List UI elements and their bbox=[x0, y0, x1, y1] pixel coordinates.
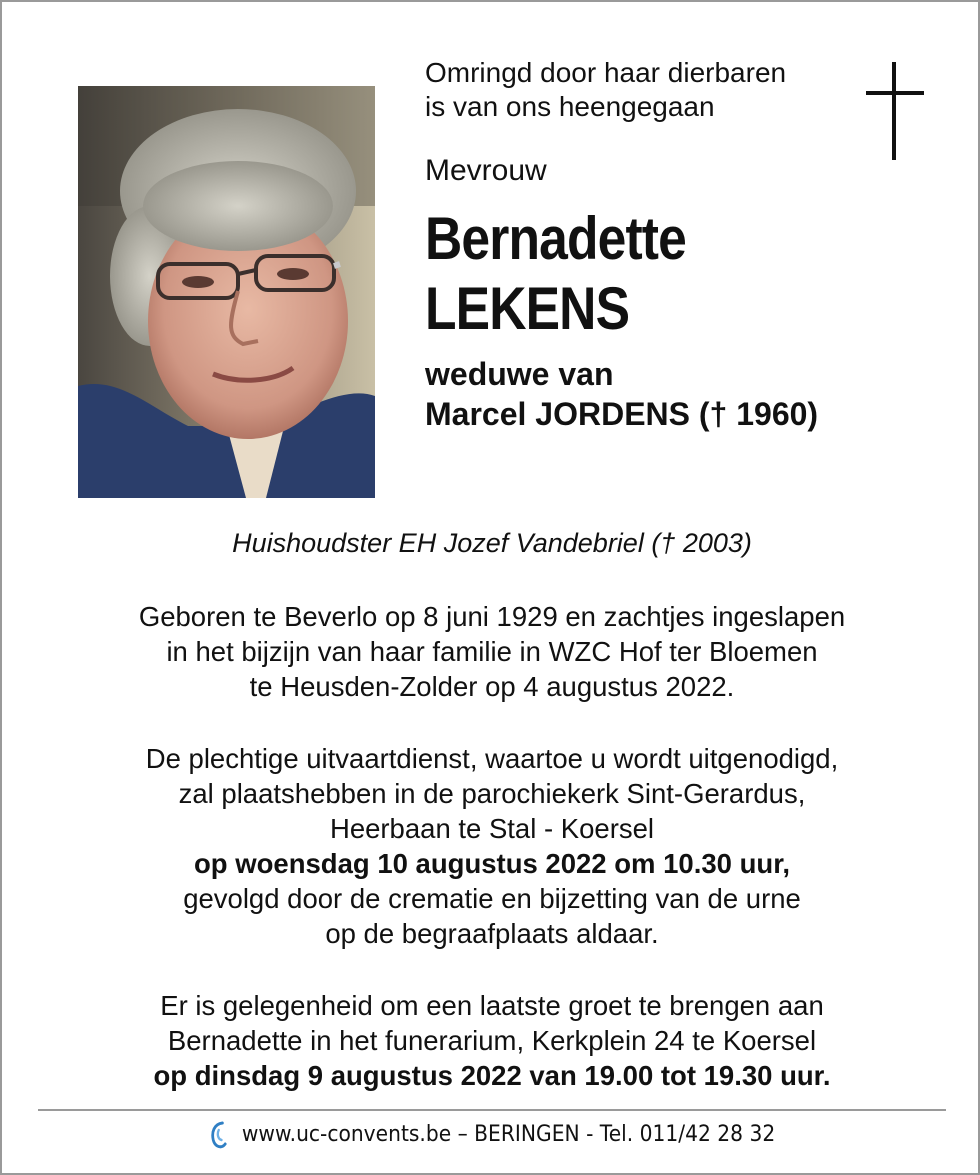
last-name: LEKENS bbox=[425, 275, 630, 342]
visitation-datetime: op dinsdag 9 augustus 2022 van 19.00 tot 19.30 uur. bbox=[153, 1060, 831, 1091]
latin-cross-icon bbox=[866, 62, 924, 160]
visitation-paragraph bbox=[2, 988, 980, 1093]
footer-separator: – bbox=[451, 1122, 475, 1147]
birth-death-line: te Heusden-Zolder op 4 augustus 2022. bbox=[249, 671, 735, 702]
deceased-name bbox=[425, 204, 795, 344]
first-name: Bernadette bbox=[425, 205, 686, 272]
funeral-line: op de begraafplaats aldaar. bbox=[325, 918, 659, 949]
spouse-label: weduwe van bbox=[425, 356, 614, 392]
occupation-line: Huishoudster EH Jozef Vandebriel († 2003) bbox=[232, 528, 752, 558]
spouse-name: Marcel JORDENS († 1960) bbox=[425, 396, 819, 432]
funeral-datetime: op woensdag 10 augustus 2022 om 10.30 uur, bbox=[193, 848, 791, 879]
birth-death-paragraph bbox=[2, 599, 980, 704]
portrait-photo bbox=[78, 86, 375, 498]
footer-divider bbox=[38, 1109, 946, 1111]
header-block bbox=[425, 56, 855, 434]
funeral-datetime-line bbox=[2, 846, 980, 881]
honorific-title: Mevrouw bbox=[425, 154, 547, 187]
funeral-line: Heerbaan te Stal - Koersel bbox=[329, 813, 655, 844]
visitation-line: Bernadette in het funerarium, Kerkplein 24 te Koersel bbox=[167, 1025, 817, 1056]
intro-line-2: is van ons heengegaan bbox=[425, 91, 715, 122]
funeral-home-logo-icon bbox=[209, 1120, 229, 1150]
footer-city: BERINGEN bbox=[474, 1122, 580, 1147]
funeral-line: zal plaatshebben in de parochiekerk Sint-Gerardus, bbox=[178, 778, 806, 809]
funeral-line: gevolgd door de crematie en bijzetting van de urne bbox=[183, 883, 801, 914]
visitation-datetime-line bbox=[2, 1058, 980, 1093]
funeral-line: De plechtige uitvaartdienst, waartoe u wordt uitgenodigd, bbox=[145, 743, 839, 774]
visitation-line: Er is gelegenheid om een laatste groet te brengen aan bbox=[160, 990, 824, 1021]
obituary-text bbox=[2, 526, 980, 1093]
intro-line-1: Omringd door haar dierbaren bbox=[425, 57, 787, 88]
funeral-paragraph bbox=[2, 741, 980, 951]
spouse-block bbox=[425, 354, 855, 434]
funeral-home-footer bbox=[41, 1120, 943, 1150]
birth-death-line: Geboren te Beverlo op 8 juni 1929 en zachtjes ingeslapen bbox=[138, 601, 846, 632]
birth-death-line: in het bijzijn van haar familie in WZC Hof ter Bloemen bbox=[166, 636, 818, 667]
website-link[interactable]: www.uc-convents.be bbox=[241, 1122, 452, 1147]
footer-phone: - Tel. 011/42 28 32 bbox=[579, 1122, 776, 1147]
